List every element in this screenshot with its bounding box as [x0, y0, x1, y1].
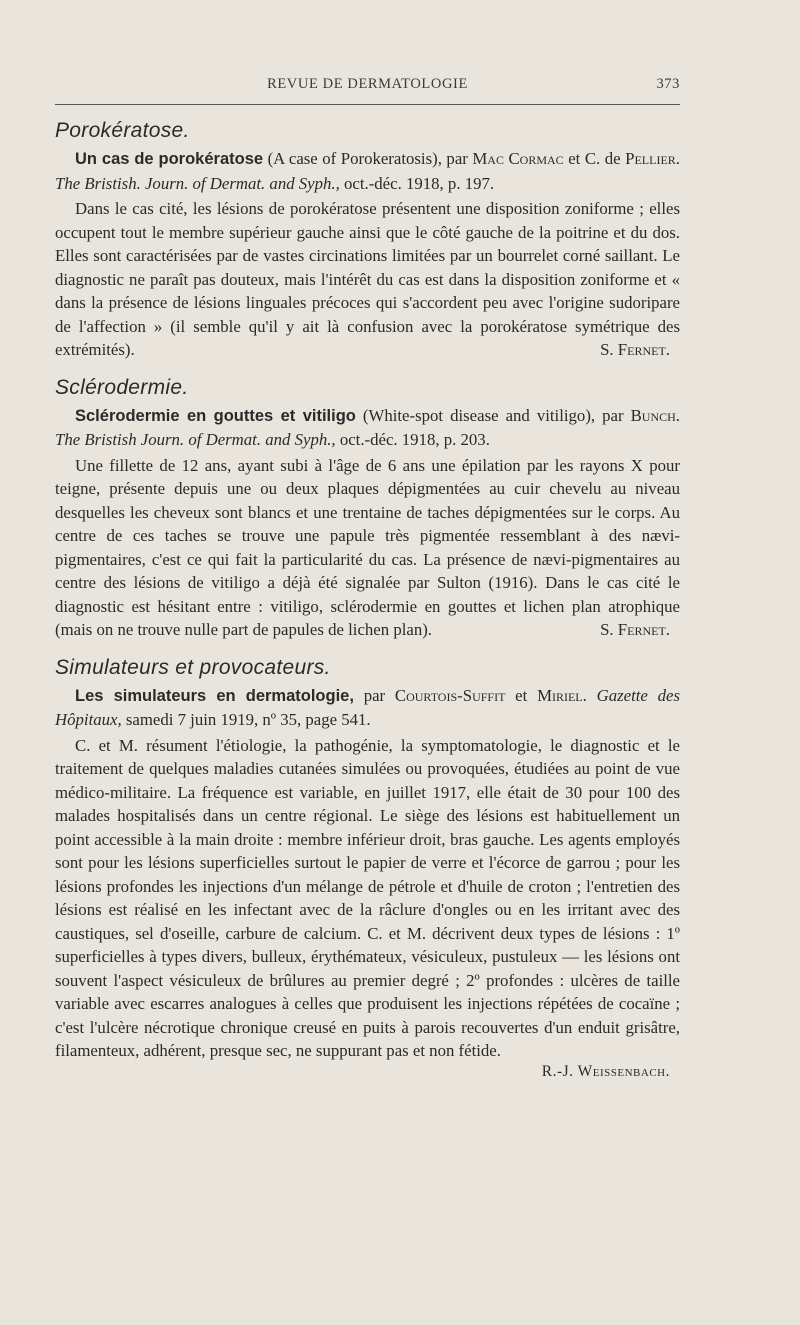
header-rule [55, 104, 680, 105]
section-title-porokeratose: Porokératose. [55, 119, 190, 142]
citation-text: . [582, 685, 597, 705]
entry-title: Un cas de porokératose [75, 150, 264, 168]
abstract-paragraph [55, 197, 680, 362]
journal-title: REVUE DE DERMATOLOGIE [267, 76, 468, 92]
signature: S. Fernet. [600, 340, 670, 359]
citation-ref: oct.-déc. 1918, p. 197. [339, 173, 495, 193]
journal-name: The Bristish Journ. of Dermat. and Syph., [55, 430, 336, 449]
section-title-simulateurs: Simulateurs et provocateurs. [55, 655, 331, 679]
author-name: Pellier [625, 149, 676, 168]
section-title-sclerodermie: Sclérodermie. [55, 375, 189, 399]
journal-name: The Bristish. Journ. of Dermat. and Syph., [55, 173, 340, 193]
abstract-text: C. et M. résument l'étiologie, la pathogénie, la symptomatologie, le diagnostic et le traitement de quelques maladies cutanées simulées ou provoquées, étudiées au point de vue médico-militaire. La fréquence est variable, en juillet 1917, elle était de 30 pour 100 des malades hospitalisés dans un centre régional. Le siège des lésions est habituellement un point accessible à la main droite : membre inférieur droit, bras gauche. Les agents employés sont pour les lésions superficielles surtout le papier de verre et l'écorce de garrou ; pour les lésions profondes les injections d'un mélange de pétrole et d'huile de croton ; l'entretien des lésions est réalisé en les infectant avec de la râclure d'ongles ou en les irritant avec des caustiques, sel d'oseille, carbure de calcium. C. et M. décrivent deux types de lésions : 1º superficielles à types divers, bulleux, érythémateux, vésiculeux, pustuleux — les lésions ont souvent l'aspect vésiculeux de brûlures au premier degré ; 2º profondes : ulcères de taille variable avec escarres analogues à celles que produisent les injections répétées de cocaïne ; c'est l'ulcère nécrotique chronique creusé en puits à parois recouvertes d'un enduit grisâtre, filamenteux, adhérent, presque sec, ne suppurant pas et non fétide. [55, 735, 680, 1060]
abstract-text: Dans le cas cité, les lésions de porokératose présentent une disposition zoniforme ; elles occupent tout le membre supérieur gauche ainsi que le côté gauche de la poitrine et du dos. Elles sont caractérisées par de vastes circinations limitées par un bourrelet corné saillant. Le diagnostic ne paraît pas douteux, mais l'intérêt du cas est dans la disposition zoniforme et « dans la présence de lésions linguales précoces qui s'accordent peu avec l'origine sudoripare de l'affection » (il semble qu'il y ait là confusion avec la porokératose symétrique des extrémités). [55, 199, 680, 359]
entry-title: Les simulateurs en dermatologie, [75, 686, 354, 705]
page-number: 373 [656, 76, 680, 92]
author-name: Bunch [630, 405, 676, 425]
citation-ref: samedi 7 juin 1919, nº 35, page 541. [121, 710, 371, 729]
citation-text: et C. de [563, 149, 626, 168]
entry-citation-sclerodermie [55, 404, 680, 452]
citation-text: et [505, 685, 538, 705]
author-name: Courtois-Suffit [394, 685, 506, 705]
citation-text: (A case of Porokeratosis), par [263, 149, 473, 168]
author-name: Mac Cormac [472, 149, 564, 168]
entry-citation-porokeratose [55, 147, 680, 195]
citation-text: . [675, 405, 680, 425]
author-name: Miriel [537, 685, 583, 705]
signature: R.-J. Weissenbach. [541, 1062, 670, 1080]
journal-name: Gazette des Hôpitaux, [55, 685, 681, 729]
journal-page [55, 70, 680, 1081]
citation-ref: oct.-déc. 1918, p. 203. [335, 430, 490, 449]
citation-text: (White-spot disease and vitiligo), par [355, 405, 631, 425]
running-header [55, 70, 680, 96]
citation-text: par [353, 685, 395, 705]
signature: S. Fernet. [600, 620, 670, 639]
abstract-paragraph [55, 734, 680, 1063]
abstract-text: Une fillette de 12 ans, ayant subi à l'âge de 6 ans une épilation par les rayons X pour teigne, présente depuis une ou deux plaques dépigmentées au cuir chevelu au niveau desquelles les cheveux sont blancs et une trentaine de taches dépigmentées sur le corps. Au centre de ces taches se trouve une papule très pigmentée ressemblant à des nævi-pigmentaires, c'est ce qui fait la particularité du cas. La présence de nævi-pigmentaires au centre des lésions de vitiligo a déjà été signalée par Sulton (1916). Dans le cas cité le diagnostic est hésitant entre : vitiligo, sclérodermie en gouttes et lichen plan atrophique (mais on ne trouve nulle part de papules de lichen plan). [55, 455, 680, 639]
entry-title: Sclérodermie en gouttes et vitiligo [75, 406, 356, 425]
entry-citation-simulateurs [55, 684, 680, 732]
citation-text: . [675, 149, 680, 168]
abstract-paragraph [55, 454, 680, 642]
